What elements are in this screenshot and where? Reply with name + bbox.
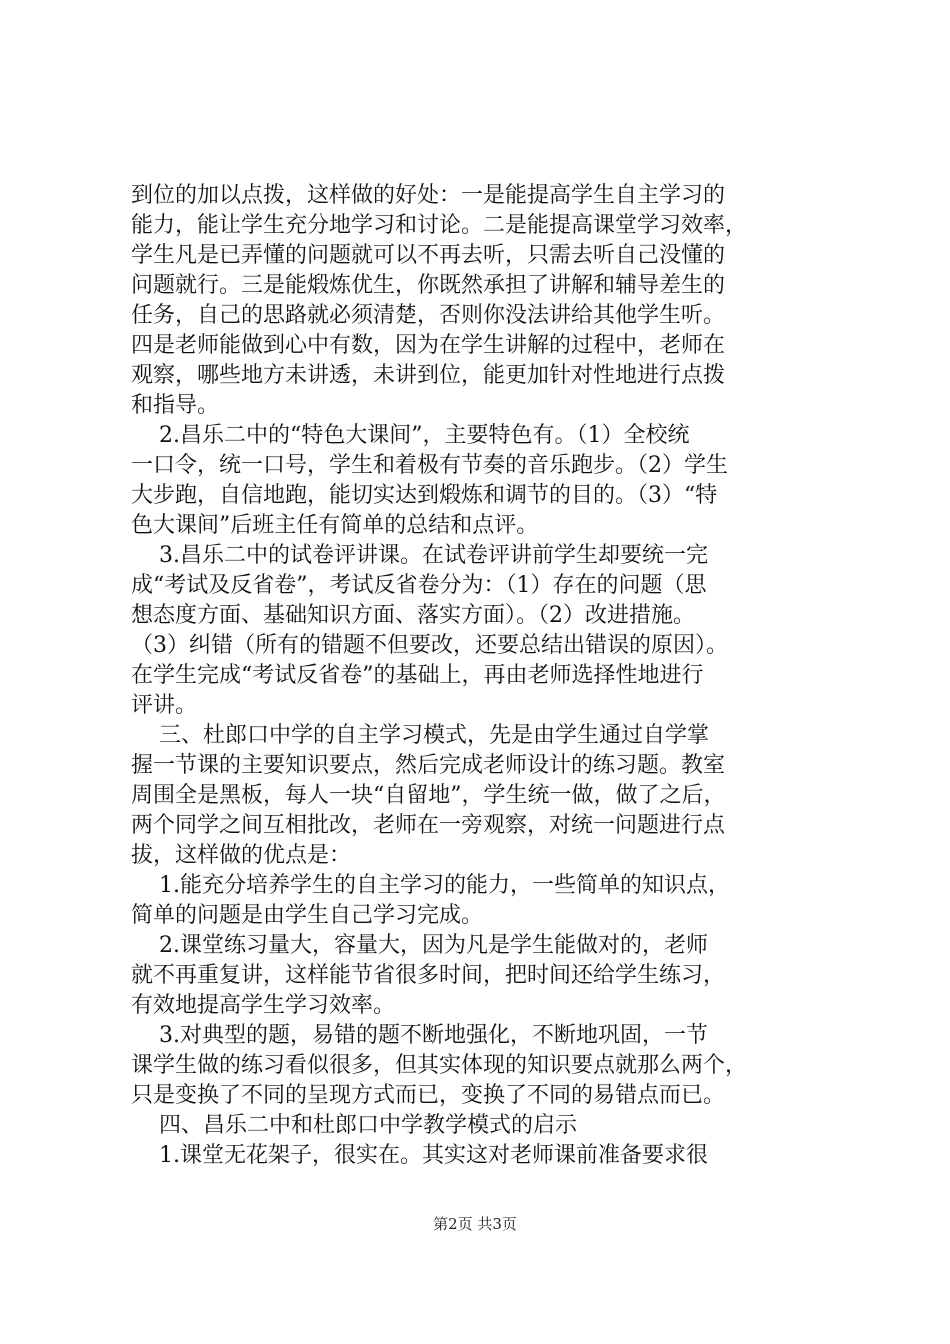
text-line: 3.昌乐二中的试卷评讲课。在试卷评讲前学生却要统一完: [131, 543, 708, 568]
text-line: 问题就行。三是能煅炼优生，你既然承担了讲解和辅导差生的: [131, 273, 726, 298]
text-line: 学生凡是已弄懂的问题就可以不再去听，只需去听自己没懂的: [131, 243, 726, 268]
text-line: 2.昌乐二中的“特色大课间”，主要特色有。（1）全校统: [131, 423, 690, 448]
text-line: 任务，自己的思路就必须清楚，否则你没法讲给其他学生听。: [131, 303, 726, 328]
text-line: 大步跑，自信地跑，能切实达到煅炼和调节的目的。（3）“特: [131, 483, 718, 508]
text-line: （3）纠错（所有的错题不但要改，还要总结出错误的原因）。: [131, 633, 728, 658]
text-line: 拔，这样做的优点是：: [131, 843, 352, 868]
text-line: 成“考试及反省卷”，考试反省卷分为：（1）存在的问题（思: [131, 573, 707, 598]
text-line: 3.对典型的题，易错的题不断地强化，不断地巩固，一节: [131, 1023, 708, 1048]
page-number: 第2页 共3页: [433, 1215, 517, 1233]
text-line: 两个同学之间互相批改，老师在一旁观察，对统一问题进行点: [131, 813, 726, 838]
text-line: 在学生完成“考试反省卷”的基础上，再由老师选择性地进行: [131, 663, 704, 688]
text-line: 四、昌乐二中和杜郎口中学教学模式的启示: [131, 1113, 577, 1138]
text-line: 只是变换了不同的呈现方式而已，变换了不同的易错点而已。: [131, 1083, 726, 1108]
text-line: 2.课堂练习量大，容量大，因为凡是学生能做对的，老师: [131, 933, 708, 958]
text-line: 和指导。: [131, 393, 220, 418]
text-line: 1.能充分培养学生的自主学习的能力，一些简单的知识点，: [131, 873, 730, 898]
text-line: 课学生做的练习看似很多，但其实体现的知识要点就那么两个，: [131, 1053, 748, 1078]
text-line: 评讲。: [131, 693, 198, 718]
text-line: 有效地提高学生学习效率。: [131, 993, 396, 1018]
page-footer: [0, 1213, 950, 1234]
text-line: 能力，能让学生充分地学习和讨论。二是能提高课堂学习效率，: [131, 213, 748, 238]
text-line: 简单的问题是由学生自己学习完成。: [131, 903, 484, 928]
text-line: 色大课间”后班主任有简单的总结和点评。: [131, 513, 539, 538]
text-line: 握一节课的主要知识要点，然后完成老师设计的练习题。教室: [131, 753, 726, 778]
text-line: 想态度方面、基础知识方面、落实方面）。（2）改进措施。: [131, 603, 695, 628]
text-line: 1.课堂无花架子，很实在。其实这对老师课前准备要求很: [131, 1143, 708, 1168]
text-line: 周围全是黑板，每人一块“自留地”，学生统一做，做了之后，: [131, 783, 726, 808]
body-text: [131, 181, 831, 1171]
text-line: 四是老师能做到心中有数，因为在学生讲解的过程中，老师在: [131, 333, 726, 358]
text-line: 就不再重复讲，这样能节省很多时间，把时间还给学生练习，: [131, 963, 726, 988]
text-line: 一口令，统一口号，学生和着极有节奏的音乐跑步。（2）学生: [131, 453, 728, 478]
text-line: 到位的加以点拨，这样做的好处：一是能提高学生自主学习的: [131, 183, 726, 208]
text-line: 三、杜郎口中学的自主学习模式，先是由学生通过自学掌: [131, 723, 709, 748]
text-line: 观察，哪些地方未讲透，未讲到位，能更加针对性地进行点拨: [131, 363, 726, 388]
